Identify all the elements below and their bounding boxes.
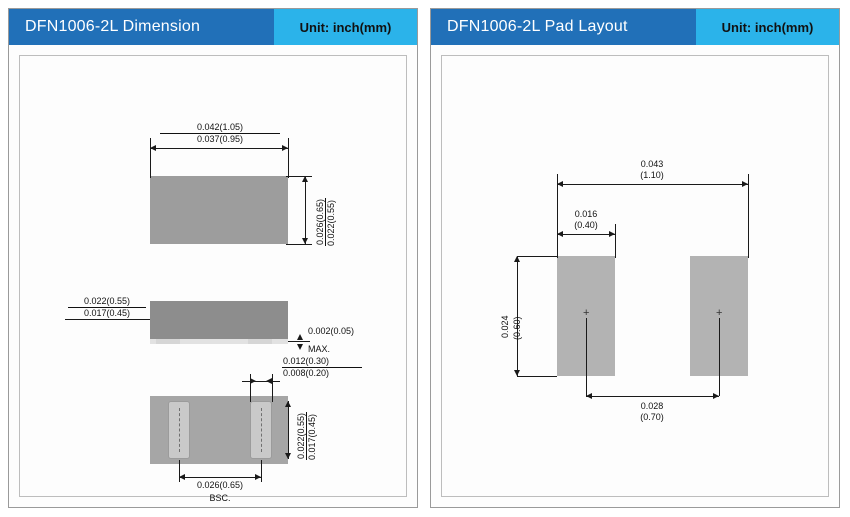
top-width-dim-line xyxy=(150,148,288,149)
top-height-max: 0.026(0.65) xyxy=(315,198,325,245)
lead-width-ext-right xyxy=(272,374,273,402)
panel-dimension-body xyxy=(9,45,417,507)
bottom-view-pad-left-centerline xyxy=(179,408,180,452)
panel-pad-body xyxy=(431,45,839,507)
pad-left-center-mark: + xyxy=(583,307,590,319)
pad-width-mm: (0.40) xyxy=(574,220,598,230)
top-height-ext-bottom xyxy=(286,244,312,245)
lead-width-max: 0.012(0.30) xyxy=(282,356,362,368)
lead-length-dim-line xyxy=(288,401,289,459)
top-width-min: 0.037(0.95) xyxy=(196,134,244,144)
standoff-arrow-up xyxy=(297,334,303,340)
pad-width-inch: 0.016 xyxy=(574,209,598,219)
pad-gap-label xyxy=(602,401,702,423)
panel-dimension-header xyxy=(9,9,417,45)
standoff-leader xyxy=(288,341,310,342)
pad-width-dim-line xyxy=(557,234,615,235)
panel-dimension-title: DFN1006-2L Dimension xyxy=(9,9,274,45)
top-width-label xyxy=(160,122,280,145)
top-width-ext-right xyxy=(288,138,289,178)
lead-width-arrow-right xyxy=(266,378,272,384)
standoff-arrow-down xyxy=(297,344,303,350)
pitch-ext-right xyxy=(261,460,262,482)
overall-width-mm: (1.10) xyxy=(640,170,664,180)
panel-pad-unit: Unit: inch(mm) xyxy=(696,9,839,45)
lead-width-min: 0.008(0.20) xyxy=(283,368,330,378)
pad-gap-arrow-right xyxy=(713,393,719,399)
panel-dimension xyxy=(8,8,418,508)
pad-width-arrow-right xyxy=(609,231,615,237)
pad-width-label xyxy=(546,209,626,231)
bottom-view-pad-right-centerline xyxy=(261,408,262,452)
top-width-ext-left xyxy=(150,138,151,178)
overall-width-dim-line xyxy=(557,184,748,185)
lead-length-arrow-down xyxy=(285,453,291,459)
pad-height-inch: 0.024 xyxy=(500,315,510,338)
panel-pad-title: DFN1006-2L Pad Layout xyxy=(431,9,696,45)
overall-width-label xyxy=(602,159,702,181)
standoff-note: MAX. xyxy=(308,344,331,354)
side-view-lead-right xyxy=(248,339,272,344)
panel-dimension-frame xyxy=(19,55,407,503)
overall-width-ext-right xyxy=(748,174,749,258)
lead-length-arrow-up xyxy=(285,401,291,407)
lead-width-label xyxy=(282,356,362,379)
side-width-max: 0.022(0.55) xyxy=(68,296,146,308)
side-view-lead-left xyxy=(156,339,180,344)
top-height-dim-line xyxy=(305,176,306,244)
top-width-arrow-left xyxy=(150,145,156,151)
lead-width-dim-line xyxy=(242,381,280,382)
pad-height-mm: (0.60) xyxy=(512,316,522,340)
top-height-min: 0.022(0.55) xyxy=(326,199,336,246)
lead-width-arrow-left xyxy=(250,378,256,384)
lead-length-min: 0.017(0.45) xyxy=(307,413,317,460)
side-width-min: 0.017(0.45) xyxy=(83,308,131,318)
pitch-value: 0.026(0.65) xyxy=(196,480,244,490)
panel-pad-layout xyxy=(430,8,840,508)
standoff-value: 0.002(0.05) xyxy=(308,326,355,336)
overall-width-arrow-left xyxy=(557,181,563,187)
pad-right-center-line xyxy=(719,318,720,396)
top-width-arrow-right xyxy=(282,145,288,151)
side-width-leader xyxy=(65,319,150,320)
pad-height-ext-bottom xyxy=(517,376,557,377)
pad-gap-inch: 0.028 xyxy=(640,401,664,411)
lead-length-max: 0.022(0.55) xyxy=(296,412,306,459)
overall-width-arrow-right xyxy=(742,181,748,187)
top-view-body xyxy=(150,176,288,244)
pad-right-center-mark: + xyxy=(716,307,723,319)
side-view-body xyxy=(150,301,288,339)
pitch-note: BSC. xyxy=(209,493,231,503)
pad-gap-arrow-left xyxy=(586,393,592,399)
pad-gap-mm: (0.70) xyxy=(640,412,664,422)
pad-height-ext-top xyxy=(517,256,557,257)
panel-pad-frame xyxy=(441,55,829,497)
panel-pad-header xyxy=(431,9,839,45)
top-height-ext-top xyxy=(286,176,312,177)
top-width-max: 0.042(1.05) xyxy=(160,122,280,134)
pad-left-center-line xyxy=(586,318,587,396)
pitch-dim-line xyxy=(179,477,261,478)
pad-gap-dim-line xyxy=(586,396,719,397)
pad-width-arrow-left xyxy=(557,231,563,237)
panel-dimension-unit: Unit: inch(mm) xyxy=(274,9,417,45)
overall-width-inch: 0.043 xyxy=(640,159,664,169)
side-width-label xyxy=(68,296,146,319)
